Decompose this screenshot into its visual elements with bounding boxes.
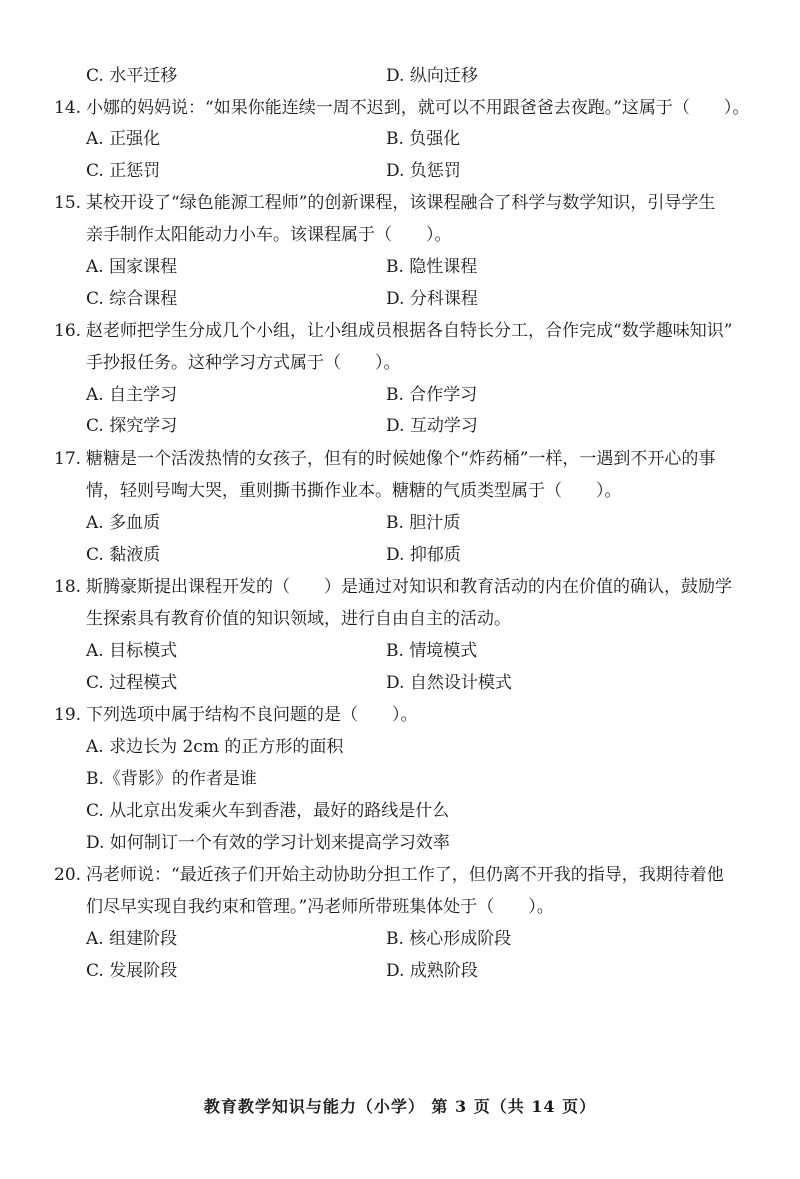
q17-stem-line2: 情，轻则号啕大哭，重则撕书撕作业本。糖糖的气质类型属于（ ）。 xyxy=(86,481,622,501)
q19-option-c: C. 从北京出发乘火车到香港，最好的路线是什么 xyxy=(86,801,450,821)
q14-number: 14. xyxy=(54,98,82,118)
q19-option-d: D. 如何制订一个有效的学习计划来提高学习效率 xyxy=(86,833,450,853)
q15-option-c: C. 综合课程 xyxy=(86,289,178,309)
q15-option-b: B. 隐性课程 xyxy=(386,257,478,277)
q14-stem: 小娜的妈妈说：“如果你能连续一周不迟到，就可以不用跟爸爸去夜跑。”这属于（ ）。 xyxy=(86,98,750,118)
q19-stem: 下列选项中属于结构不良问题的是（ ）。 xyxy=(86,705,418,725)
q18-stem-line1: 斯腾豪斯提出课程开发的（ ）是通过对知识和教育活动的内在价值的确认，鼓励学 xyxy=(86,577,732,597)
q16-stem-line2: 手抄报任务。这种学习方式属于（ ）。 xyxy=(86,353,401,373)
q14-option-d: D. 负惩罚 xyxy=(386,161,461,181)
q15-stem-line2: 亲手制作太阳能动力小车。该课程属于（ ）。 xyxy=(86,225,452,245)
q16-number: 16. xyxy=(54,321,82,341)
q16-option-b: B. 合作学习 xyxy=(386,385,478,405)
q16-option-c: C. 探究学习 xyxy=(86,416,178,436)
page-footer: 教育教学知识与能力（小学） 第 3 页（共 14 页） xyxy=(203,1097,597,1116)
q15-stem-line1: 某校开设了“绿色能源工程师”的创新课程，该课程融合了科学与数学知识，引导学生 xyxy=(86,193,716,213)
q16-stem-line1: 赵老师把学生分成几个小组，让小组成员根据各自特长分工，合作完成“数学趣味知识” xyxy=(86,321,733,341)
q13-option-c: C. 水平迁移 xyxy=(86,66,178,86)
q15-number: 15. xyxy=(54,193,82,213)
q17-option-b: B. 胆汁质 xyxy=(386,513,461,533)
q16-option-d: D. 互动学习 xyxy=(386,416,478,436)
q14-option-c: C. 正惩罚 xyxy=(86,161,161,181)
q14-option-b: B. 负强化 xyxy=(386,129,461,149)
q20-option-c: C. 发展阶段 xyxy=(86,961,178,981)
q18-option-b: B. 情境模式 xyxy=(386,641,478,661)
q13-option-d: D. 纵向迁移 xyxy=(386,66,478,86)
q20-option-b: B. 核心形成阶段 xyxy=(386,929,512,949)
q20-stem-line1: 冯老师说：“最近孩子们开始主动协助分担工作了，但仍离不开我的指导，我期待着他 xyxy=(86,865,724,885)
q19-option-a: A. 求边长为 2cm 的正方形的面积 xyxy=(86,737,344,757)
q18-number: 18. xyxy=(54,577,82,597)
q20-option-a: A. 组建阶段 xyxy=(86,929,178,949)
q15-option-a: A. 国家课程 xyxy=(86,257,178,277)
q18-option-d: D. 自然设计模式 xyxy=(386,673,512,693)
q17-option-c: C. 黏液质 xyxy=(86,545,161,565)
q15-option-d: D. 分科课程 xyxy=(386,289,478,309)
q19-option-b: B.《背影》的作者是谁 xyxy=(86,769,257,789)
q20-number: 20. xyxy=(54,865,82,885)
q20-option-d: D. 成熟阶段 xyxy=(386,961,478,981)
q17-stem-line1: 糖糖是一个活泼热情的女孩子，但有的时候她像个“炸药桶”一样，一遇到不开心的事 xyxy=(86,449,716,469)
q17-option-d: D. 抑郁质 xyxy=(386,545,461,565)
q14-option-a: A. 正强化 xyxy=(86,129,161,149)
q18-option-a: A. 目标模式 xyxy=(86,641,178,661)
q18-stem-line2: 生探索具有教育价值的知识领域，进行自由自主的活动。 xyxy=(86,609,511,629)
q16-option-a: A. 自主学习 xyxy=(86,385,178,405)
q18-option-c: C. 过程模式 xyxy=(86,673,178,693)
q19-number: 19. xyxy=(54,705,82,725)
q17-number: 17. xyxy=(54,449,82,469)
q17-option-a: A. 多血质 xyxy=(86,513,161,533)
q20-stem-line2: 们尽早实现自我约束和管理。”冯老师所带班集体处于（ ）。 xyxy=(86,897,554,917)
